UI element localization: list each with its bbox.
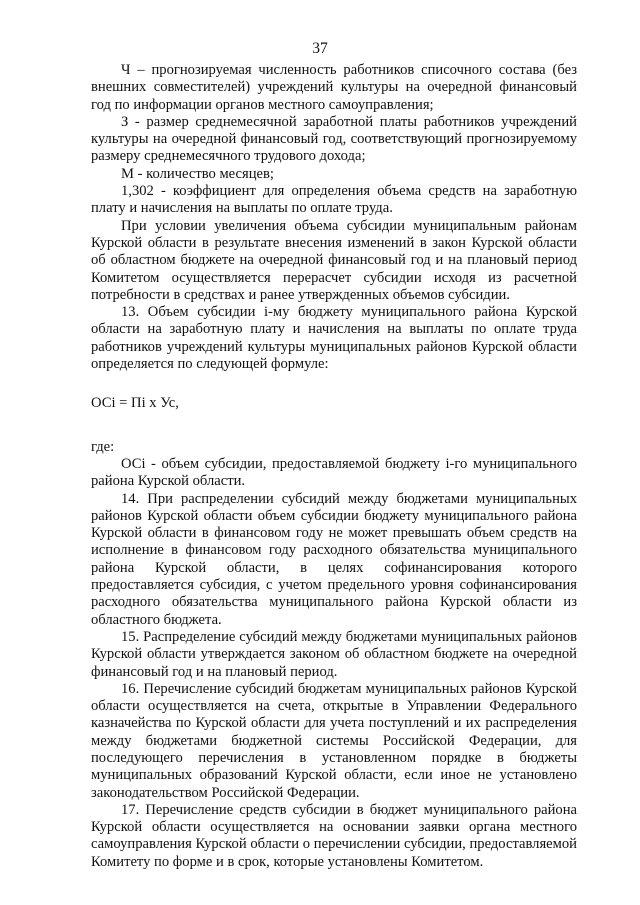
paragraph-item-14: 14. При распределении субсидий между бюджетами муниципальных районов Курской области объем субсидии бюджету муниципального района Курской области в финансовом году не может превышать объем средств на исполнение в финансовом году расходного обязательства муниципального района Курской области, в целях софинансирования которого предоставляется субсидия, с учетом предельного уровня софинансирования расходного обязательства муниципального района Курской области из областного бюджета. bbox=[91, 490, 577, 628]
formula: ОСi = Пi х Ус, bbox=[91, 395, 179, 412]
paragraph-ch-definition: Ч – прогнозируемая численность работников списочного состава (без внешних совместителей) учреждений культуры на очередной финансовый год по информации органов местного самоуправления; bbox=[91, 62, 577, 113]
paragraph-where: где: bbox=[91, 438, 115, 455]
paragraph-item-17: 17. Перечисление средств субсидии в бюджет муниципального района Курской области осуществляется на основании заявки органа местного самоуправления Курской области о перечислении субсидии, предоставляемой Комитету по форме и в срок, которые установлены Комитетом. bbox=[91, 801, 577, 870]
paragraph-coefficient: 1,302 - коэффициент для определения объема средств на заработную плату и начисления на выплаты по оплате труда. bbox=[91, 183, 577, 217]
paragraph-osi-definition: ОСi - объем субсидии, предоставляемой бюджету i-го муниципального района Курской области. bbox=[91, 455, 577, 490]
paragraph-item-15: 15. Распределение субсидий между бюджетами муниципальных районов Курской области утверждается законом об областном бюджете на очередной финансовый год и на плановый период. bbox=[91, 628, 577, 680]
paragraph-m-definition: М - количество месяцев; bbox=[121, 165, 274, 182]
document-body bbox=[91, 62, 577, 871]
paragraph-item-16: 16. Перечисление субсидий бюджетам муниципальных районов Курской области осуществляется на счета, открытые в Управлении Федерального казначейства по Курской области для учета поступлений и их распределения между бюджетами бюджетной системы Российской Федерации, для последующего перечисления в установленном порядке в бюджеты муниципальных образований Курской области, если иное не установлено законодательством Российской Федерации. bbox=[91, 680, 577, 801]
paragraph-item-13: 13. Объем субсидии i-му бюджету муниципального района Курской области на заработную плату и начисления на выплаты по оплате труда работников учреждений культуры муниципальных районов Курской области определяется по следующей формуле: bbox=[91, 304, 577, 373]
paragraph-recalculation: При условии увеличения объема субсидии муниципальным районам Курской области в результате внесения изменений в закон Курской области об областном бюджете на очередной финансовый год и на плановый период Комитетом осуществляется перерасчет субсидии исходя из расчетной потребности в средствах и ранее утвержденных объемов субсидии. bbox=[91, 217, 577, 303]
paragraph-z-definition: З - размер среднемесячной заработной платы работников учреждений культуры на очередной финансовый год, соответствующий прогнозируемому размеру среднемесячного трудового дохода; bbox=[91, 113, 577, 165]
page-number: 37 bbox=[312, 40, 328, 57]
